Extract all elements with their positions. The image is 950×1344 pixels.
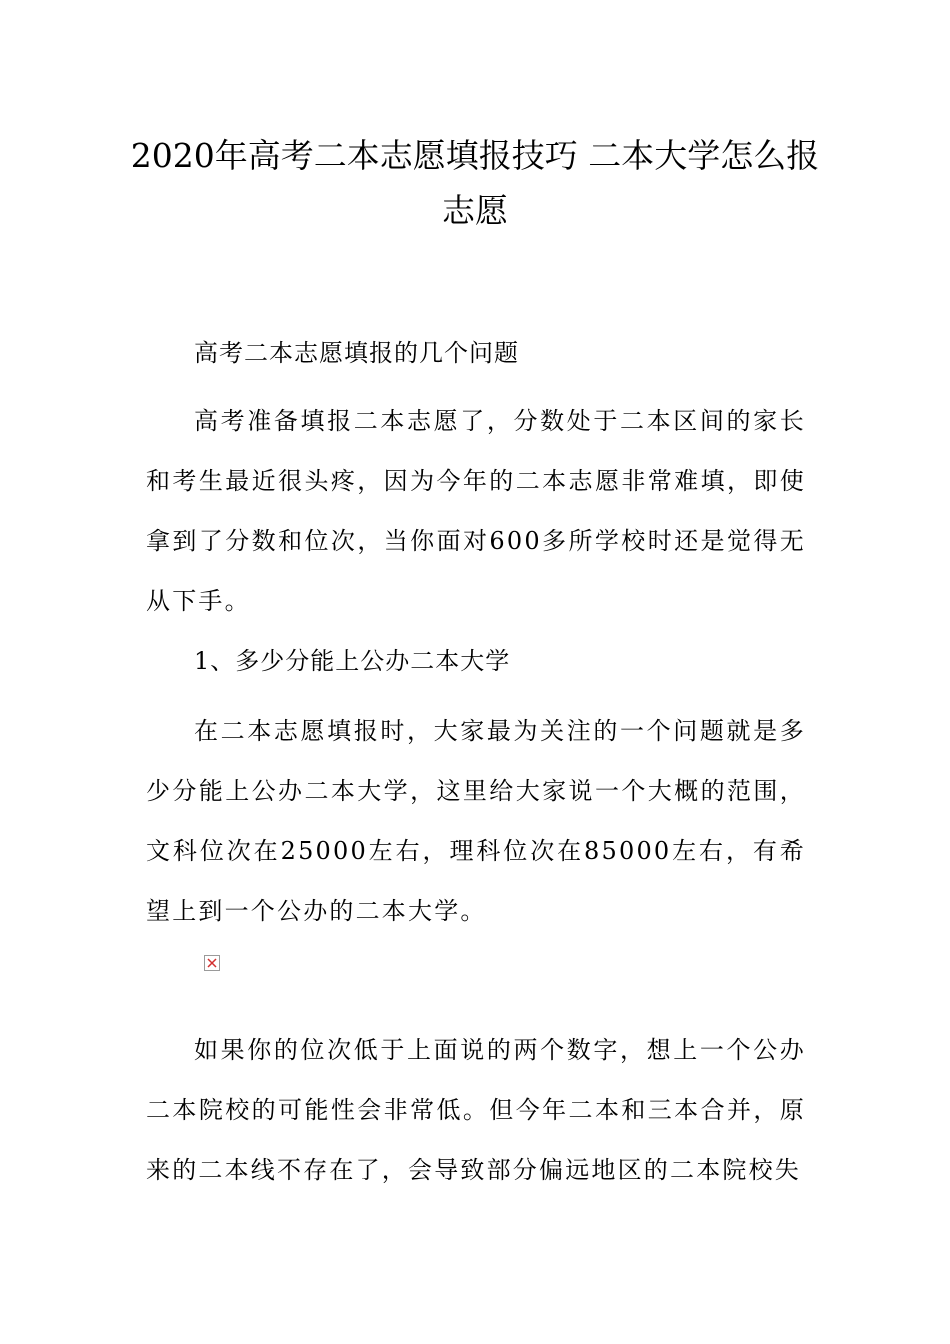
score-range-paragraph: 在二本志愿填报时，大家最为关注的一个问题就是多少分能上公办二本大学，这里给大家说一个大概的范围，文科位次在25000左右，理科位次在85000左右，有希望上到一个公办的二本大学。 (146, 717, 806, 925)
ranking-paragraph: 如果你的位次低于上面说的两个数字，想上一个公办二本院校的可能性会非常低。但今年二本和三本合并，原来的二本线不存在了，会导致部分偏远地区的二本院校失 (146, 1036, 806, 1184)
broken-image-icon (204, 955, 220, 971)
intro-paragraph: 高考准备填报二本志愿了，分数处于二本区间的家长和考生最近很头疼，因为今年的二本志愿非常难填，即使拿到了分数和位次，当你面对600多所学校时还是觉得无从下手。 (146, 407, 806, 615)
section-heading: 高考二本志愿填报的几个问题 (194, 339, 519, 367)
numbered-heading: 1、多少分能上公办二本大学 (194, 647, 511, 675)
page-title: 2020年高考二本志愿填报技巧 二本大学怎么报志愿 (130, 136, 820, 230)
